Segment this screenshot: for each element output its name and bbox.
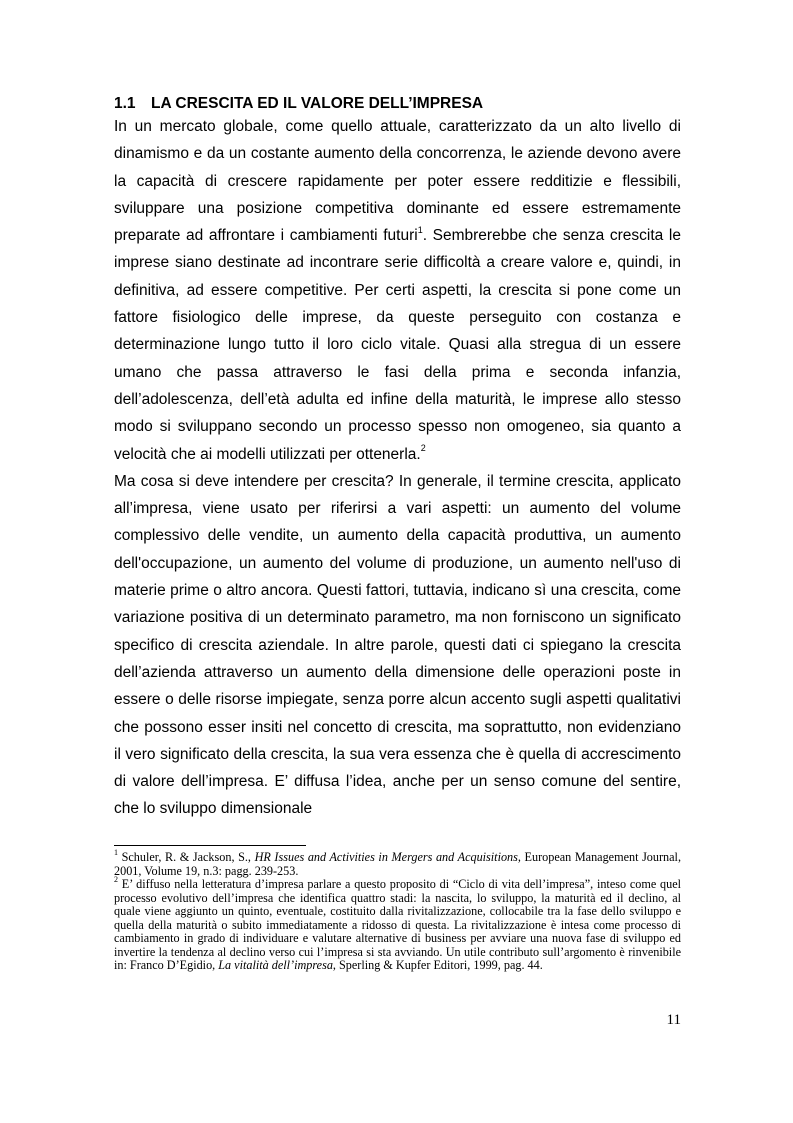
footnote-text: , Sperling & Kupfer Editori, 1999, pag. 44. bbox=[332, 958, 543, 972]
footnote bbox=[114, 874, 681, 973]
footnote-title: HR Issues and Activities in Mergers and Acquisitions, bbox=[254, 850, 521, 864]
section-heading bbox=[114, 94, 714, 114]
footnote-ref: 1 bbox=[417, 225, 423, 236]
body-text bbox=[114, 113, 681, 823]
paragraph bbox=[114, 113, 681, 468]
footnote bbox=[114, 847, 681, 878]
page-number: 11 bbox=[666, 1012, 681, 1028]
footnote-title: La vitalità dell’impresa bbox=[218, 958, 333, 972]
footnote-separator bbox=[114, 845, 306, 846]
footnote-text: Schuler, R. & Jackson, S., bbox=[118, 850, 255, 864]
footnote-text: European Management Journal, 2001, Volume 19, n.3: pagg. 239-253. bbox=[114, 850, 681, 878]
footnote-marker: 1 bbox=[114, 847, 118, 857]
section-number: 1.1 bbox=[114, 95, 136, 112]
paragraph-text: . Sembrerebbe che senza crescita le imprese siano destinate ad incontrare serie difficoltà a creare valore e, quindi, in definitiva, ad essere competitive. Per certi aspetti, la crescita si pone come un fattore fisiologico delle imprese, da queste perseguito con costanza e determinazione lungo tutto il loro ciclo vitale. Quasi alla stregua di un essere umano che passa attraverso le fasi della prima e seconda infanzia, dell’adolescenza, dell’età adulta ed infine della maturità, le imprese allo stesso modo si sviluppano secondo un processo spesso non omogeneo, sia quanto a velocità che ai modelli utilizzati per ottenerla. bbox=[114, 227, 681, 463]
section-title: LA CRESCITA ED IL VALORE DELL’IMPRESA bbox=[151, 95, 484, 112]
footnote-marker: 2 bbox=[114, 874, 118, 884]
footnote-text: E’ diffuso nella letteratura d’impresa parlare a questo proposito di “Ciclo di vita dell’impresa”, inteso come quel processo evolutivo dell’impresa che identifica quattro stadi: la nascita, lo sviluppo, la maturità ed il declino, al quale viene aggiunto un quinto, eventuale, costituito dalla rivitalizzazione, collocabile tra la fase dello sviluppo e quella della maturità o subito immediatamente a ridosso di questa. La rivitalizzazione è intesa come processo di cambiamento in grado di individuare e valutare alternative di business per avviare una nuova fase di sviluppo ed invertire la tendenza al declino verso cui l’impresa si sta avviando. Un utile contributo sull’argomento è rinvenibile in: Franco D’Egidio, bbox=[114, 877, 681, 972]
footnotes bbox=[114, 847, 681, 973]
paragraph: Ma cosa si deve intendere per crescita? In generale, il termine crescita, applicato all’impresa, viene usato per riferirsi a vari aspetti: un aumento del volume complessivo delle vendite, un aumento della capacità produttiva, un aumento dell'occupazione, un aumento del volume di produzione, un aumento nell'uso di materie prime o altro ancora. Questi fattori, tuttavia, indicano sì una crescita, come variazione positiva di un determinato parametro, ma non forniscono un significato specifico di crescita aziendale. In altre parole, questi dati ci spiegano la crescita dell’azienda attraverso un aumento della dimensione delle operazioni poste in essere o delle risorse impiegate, senza porre alcun accento sugli aspetti qualitativi che possono esser insiti nel concetto di crescita, ma soprattutto, non evidenziano il vero significato della crescita, la sua vera essenza che è quella di accrescimento di valore dell’impresa. E’ diffusa l’idea, anche per un senso comune del sentire, che lo sviluppo dimensionale bbox=[114, 472, 681, 818]
footnote-ref: 2 bbox=[420, 443, 426, 454]
paragraph-text: In un mercato globale, come quello attuale, caratterizzato da un alto livello di dinamismo e da un costante aumento della concorrenza, le aziende devono avere la capacità di crescere rapidamente per poter essere redditizie e flessibili, sviluppare una posizione competitiva dominante ed essere estremamente preparate ad affrontare i cambiamenti futuri bbox=[114, 118, 681, 245]
